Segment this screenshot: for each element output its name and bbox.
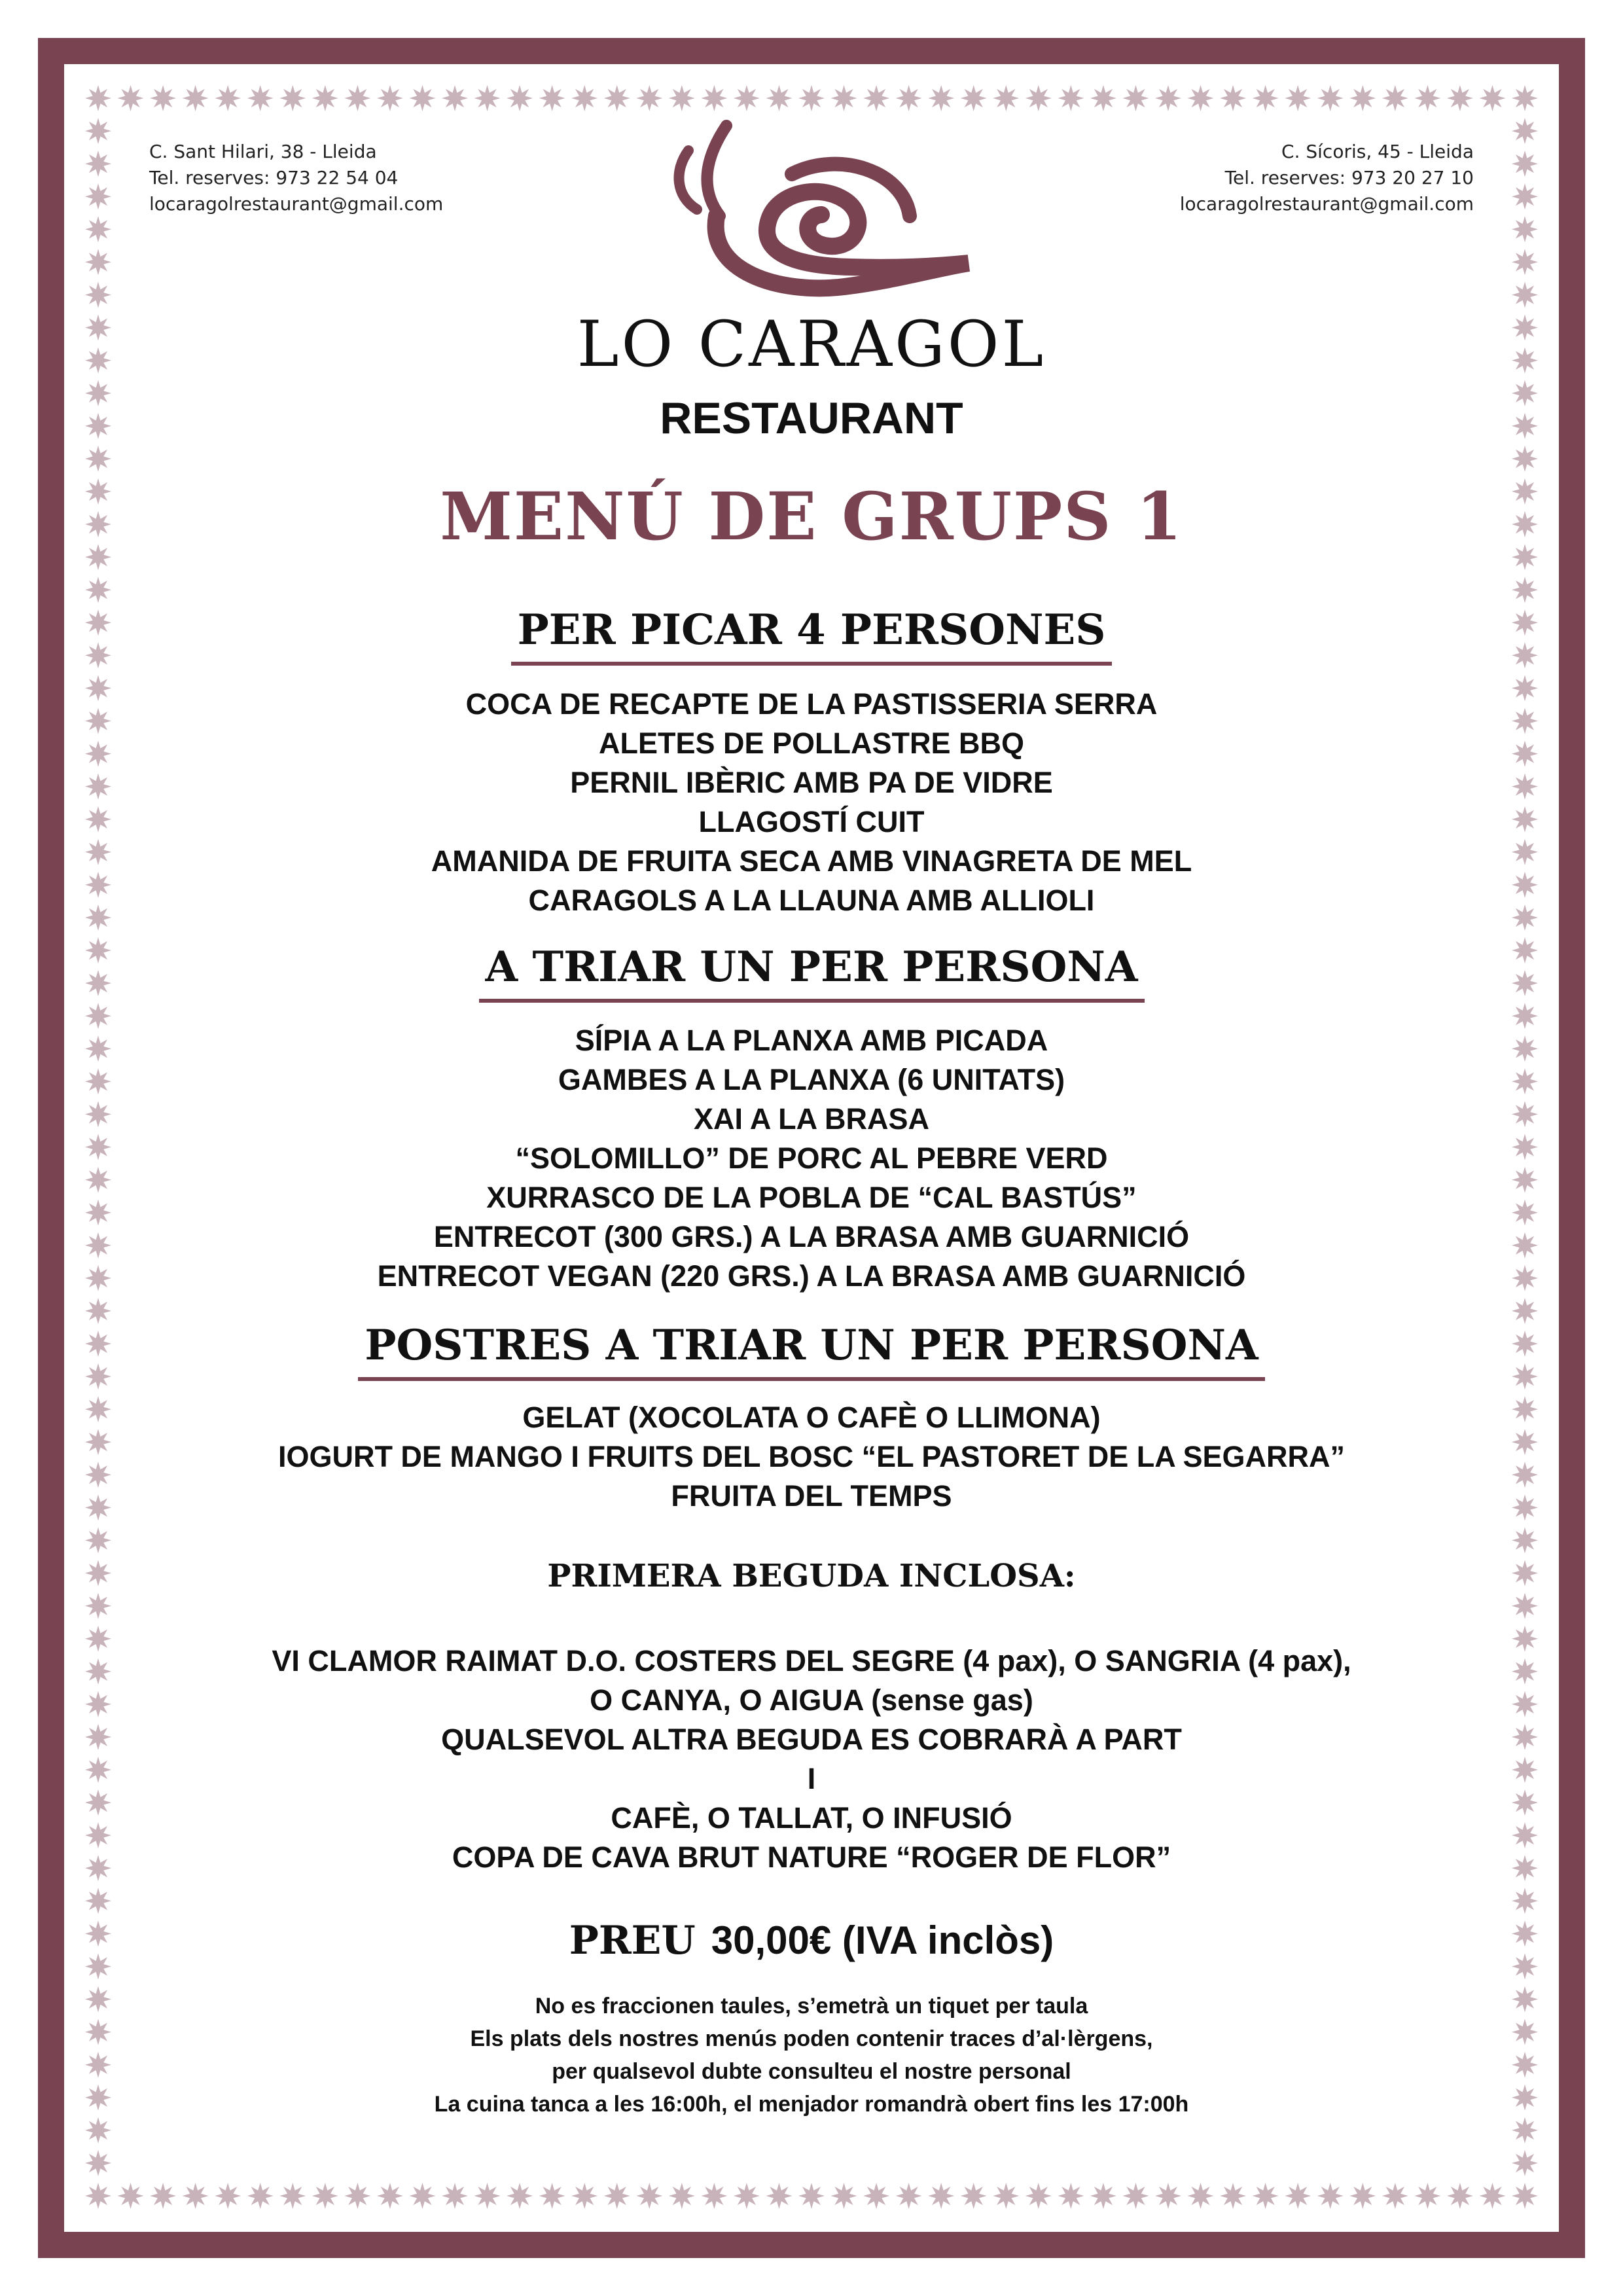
address-right-email[interactable]: locaragolrestaurant@gmail.com — [1179, 193, 1474, 215]
section-heading-wrap-1 — [0, 605, 1623, 666]
menu-item: CARAGOLS A LA LLAUNA AMB ALLIOLI — [528, 884, 1095, 917]
section-items-1 — [0, 685, 1623, 920]
snail-logo-icon — [628, 111, 995, 308]
menu-item: “SOLOMILLO” DE PORC AL PEBRE VERD — [515, 1141, 1108, 1175]
menu-item: AMANIDA DE FRUITA SECA AMB VINAGRETA DE MEL — [431, 844, 1192, 878]
note-line: Els plats dels nostres menús poden contenir traces d’al·lèrgens, — [470, 2026, 1153, 2051]
menu-item: IOGURT DE MANGO I FRUITS DEL BOSC “EL PASTORET DE LA SEGARRA” — [277, 1440, 1346, 1473]
menu-item: GELAT (XOCOLATA O CAFÈ O LLIMONA) — [522, 1401, 1101, 1434]
restaurant-subtitle: RESTAURANT — [660, 393, 963, 443]
drink-item: COPA DE CAVA BRUT NATURE “ROGER DE FLOR” — [452, 1840, 1171, 1874]
drink-item: I — [807, 1762, 816, 1795]
section-heading: POSTRES A TRIAR UN PER PERSONA — [358, 1321, 1264, 1381]
section-heading-wrap-3 — [0, 1321, 1623, 1381]
menu-title: MENÚ DE GRUPS 1 — [440, 478, 1183, 555]
menu-item: ENTRECOT (300 GRS.) A LA BRASA AMB GUARNICIÓ — [433, 1220, 1190, 1253]
restaurant-name: LO CARAGOL — [577, 308, 1046, 381]
footer-notes — [0, 1990, 1623, 2121]
address-right-phone: Tel. reserves: 973 20 27 10 — [1224, 167, 1474, 188]
drinks-items — [0, 1641, 1623, 1877]
section-items-2 — [0, 1021, 1623, 1296]
menu-item: XAI A LA BRASA — [694, 1102, 929, 1136]
drink-item: CAFÈ, O TALLAT, O INFUSIÓ — [611, 1801, 1012, 1835]
address-left — [149, 139, 443, 217]
menu-item: SÍPIA A LA PLANXA AMB PICADA — [575, 1024, 1048, 1057]
address-left-street: C. Sant Hilari, 38 - Lleida — [149, 141, 377, 162]
section-heading: PER PICAR 4 PERSONES — [511, 605, 1113, 666]
section-items-3 — [0, 1398, 1623, 1516]
price-amount: 30,00€ (IVA inclòs) — [711, 1918, 1054, 1962]
address-left-email[interactable]: locaragolrestaurant@gmail.com — [149, 193, 444, 215]
menu-item: XURRASCO DE LA POBLA DE “CAL BASTÚS” — [486, 1181, 1137, 1214]
price-label: PREU — [569, 1918, 696, 1964]
drink-item: QUALSEVOL ALTRA BEGUDA ES COBRARÀ A PART — [441, 1723, 1182, 1756]
menu-item: LLAGOSTÍ CUIT — [698, 805, 925, 838]
menu-item: FRUITA DEL TEMPS — [671, 1479, 952, 1513]
drinks-heading-wrap — [0, 1558, 1623, 1594]
note-line: per qualsevol dubte consulteu el nostre personal — [552, 2059, 1071, 2084]
menu-item: GAMBES A LA PLANXA (6 UNITATS) — [558, 1063, 1065, 1096]
note-line: No es fraccionen taules, s’emetrà un tiquet per taula — [535, 1994, 1088, 2018]
section-heading-wrap-2 — [0, 942, 1623, 1003]
menu-item: ALETES DE POLLASTRE BBQ — [598, 726, 1025, 760]
menu-item: PERNIL IBÈRIC AMB PA DE VIDRE — [570, 766, 1053, 799]
drink-item: VI CLAMOR RAIMAT D.O. COSTERS DEL SEGRE (4 pax), O SANGRIA (4 pax), — [272, 1644, 1351, 1677]
menu-item: COCA DE RECAPTE DE LA PASTISSERIA SERRA — [465, 687, 1158, 721]
section-heading: A TRIAR UN PER PERSONA — [479, 942, 1145, 1003]
address-left-phone: Tel. reserves: 973 22 54 04 — [149, 167, 399, 188]
drinks-heading: PRIMERA BEGUDA INCLOSA: — [547, 1558, 1076, 1594]
menu-item: ENTRECOT VEGAN (220 GRS.) A LA BRASA AMB GUARNICIÓ — [377, 1259, 1246, 1293]
address-right — [1180, 139, 1474, 217]
price-line — [0, 1918, 1623, 1964]
note-line: La cuina tanca a les 16:00h, el menjador romandrà obert fins les 17:00h — [434, 2092, 1189, 2117]
drink-item: O CANYA, O AIGUA (sense gas) — [590, 1683, 1033, 1717]
address-right-street: C. Sícoris, 45 - Lleida — [1281, 141, 1474, 162]
